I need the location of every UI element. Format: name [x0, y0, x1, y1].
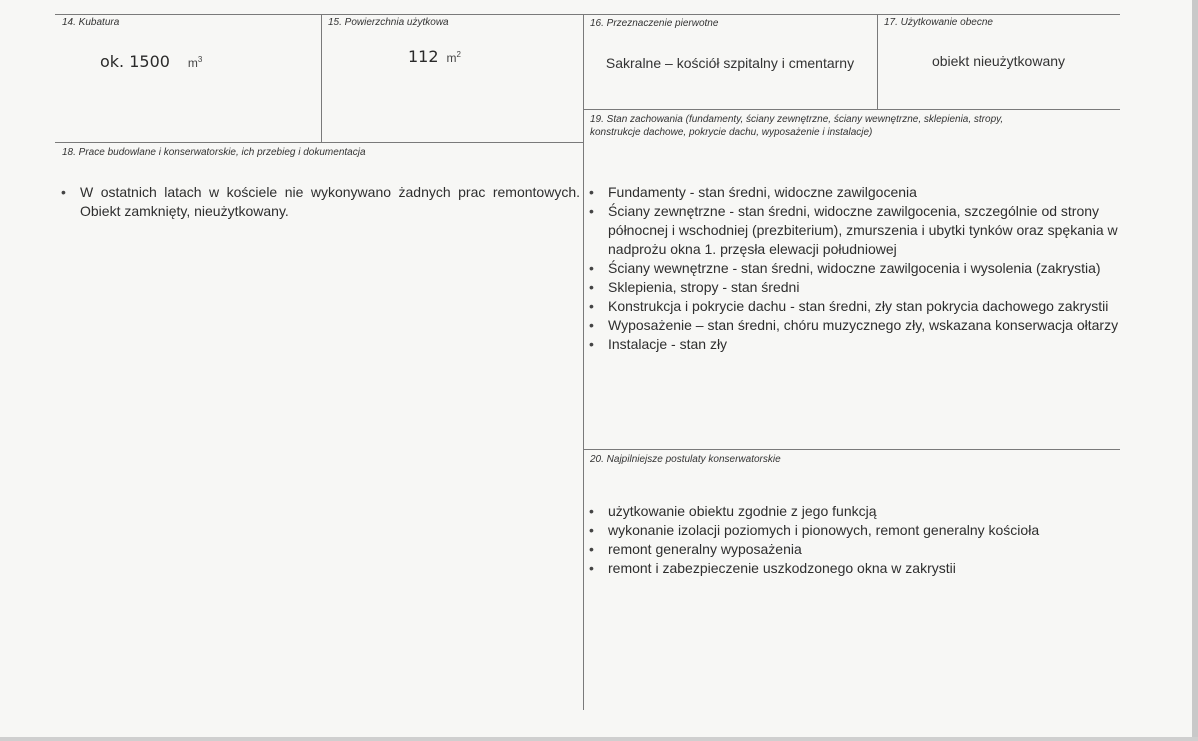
list-item: • remont i zabezpieczenie uszkodzonego okna w zakrystii	[586, 559, 1121, 578]
postulaty-list	[586, 502, 1121, 578]
list-item: • wykonanie izolacji poziomych i pionowych, remont generalny kościoła	[586, 521, 1121, 540]
powierzchnia-value	[408, 47, 461, 66]
list-item: • Ściany wewnętrzne - stan średni, widoczne zawilgocenia i wysolenia (zakrystia)	[586, 259, 1121, 278]
list-item: • Wyposażenie – stan średni, chóru muzycznego zły, wskazana konserwacja ołtarzy	[586, 316, 1121, 335]
powierzchnia-unit: $m^2$	[446, 50, 461, 65]
prace-list	[58, 183, 580, 221]
scan-right-edge	[1192, 0, 1198, 741]
rule-above-20	[583, 449, 1120, 450]
powierzchnia-handwritten: 112	[408, 47, 439, 66]
list-item: • użytkowanie obiektu zgodnie z jego funkcją	[586, 502, 1121, 521]
list-item: • Sklepienia, stropy - stan średni	[586, 278, 1121, 297]
przeznaczenie-label: 16. Przeznaczenie pierwotne	[590, 18, 719, 29]
kubatura-value	[100, 52, 202, 71]
przeznaczenie-value: Sakralne – kościół szpitalny i cmentarny	[605, 55, 855, 71]
rule-under-16-17	[583, 109, 1120, 110]
scan-bottom-edge	[0, 737, 1198, 741]
uzytkowanie-value: obiekt nieużytkowany	[931, 53, 1066, 69]
list-item: • Fundamenty - stan średni, widoczne zawilgocenia	[586, 183, 1121, 202]
rule-under-14-15	[55, 142, 583, 143]
list-item: • Konstrukcja i pokrycie dachu - stan średni, zły stan pokrycia dachowego zakrystii	[586, 297, 1121, 316]
postulaty-label: 20. Najpilniejsze postulaty konserwatorskie	[590, 454, 781, 465]
stan-zachowania-label-text: 19. Stan zachowania (fundamenty, ściany zewnętrzne, ściany wewnętrzne, sklepienia, stropy, konstrukcje dachowe, pokrycie dachu, wyposażenie i instalacje)	[590, 114, 1004, 138]
stan-zachowania-label	[590, 113, 1040, 139]
uzytkowanie-label: 17. Użytkowanie obecne	[884, 17, 993, 28]
kubatura-handwritten: ok. 1500	[100, 52, 170, 71]
list-item: • remont generalny wyposażenia	[586, 540, 1121, 559]
divider-main	[583, 14, 584, 710]
stan-zachowania-list	[586, 183, 1121, 354]
top-rule	[55, 14, 1120, 15]
powierzchnia-label: 15. Powierzchnia użytkowa	[328, 17, 449, 28]
list-item: • W ostatnich latach w kościele nie wykonywano żadnych prac remontowych. Obiekt zamknięty, nieużytkowany.	[58, 183, 580, 221]
divider-14-15	[321, 14, 322, 142]
list-item: • Instalacje - stan zły	[586, 335, 1121, 354]
list-item: • Ściany zewnętrzne - stan średni, widoczne zawilgocenia, szczególnie od strony północnej i wschodniej (prezbiterium), zmurszenia i ubytki tynków oraz spękania w nadprożu okna 1. przęsła elewacji południowej	[586, 202, 1121, 259]
prace-label: 18. Prace budowlane i konserwatorskie, ich przebieg i dokumentacja	[62, 147, 366, 158]
kubatura-unit: $m^3$	[187, 55, 203, 70]
kubatura-label: 14. Kubatura	[62, 17, 120, 28]
